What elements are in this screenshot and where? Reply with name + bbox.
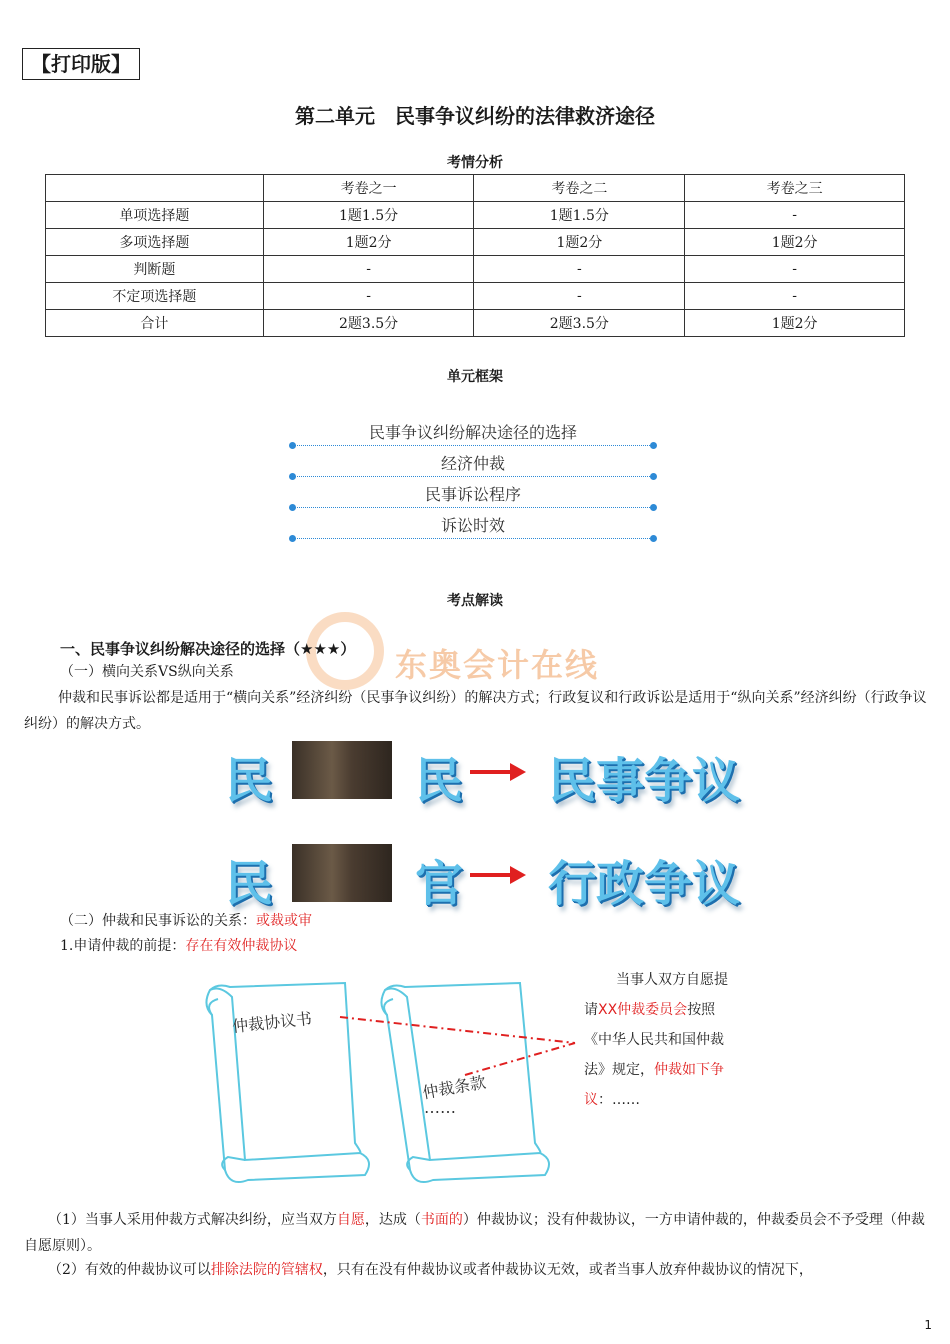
- fists-image: [292, 844, 392, 902]
- arrow-right-icon: [468, 760, 528, 784]
- subsection-heading-2: [60, 908, 950, 934]
- table-row: [46, 202, 905, 229]
- table-cell: -: [263, 256, 474, 283]
- framework-divider: [292, 445, 654, 446]
- framework-divider: [292, 476, 654, 477]
- section-heading: 一、民事争议纠纷解决途径的选择（★★★）: [60, 640, 356, 658]
- table-row: [46, 229, 905, 256]
- para-text: ，达成（: [364, 1212, 421, 1228]
- side-line: 当事人双方自愿提: [616, 972, 728, 988]
- highlight-text: XX仲裁委员会: [598, 1002, 688, 1018]
- arrow-right-icon: [468, 863, 528, 887]
- framework-divider: [292, 538, 654, 539]
- para-text: （1）当事人采用仲裁方式解决纠纷，应当双方: [48, 1212, 337, 1228]
- framework-item: 诉讼时效: [440, 516, 505, 535]
- table-cell: 多项选择题: [46, 229, 264, 256]
- scroll-diagram: [190, 975, 610, 1200]
- table-cell: 2题3.5分: [263, 310, 474, 337]
- highlight-text: 或裁或审: [256, 913, 312, 929]
- paragraph-relations: 仲裁和民事诉讼都是适用于“横向关系”经济纠纷（民事争议纠纷）的解决方式；行政复议和行政诉讼是适用于“纵向关系”经济纠纷（行政争议纠纷）的解决方式。: [24, 690, 927, 732]
- exam-analysis-table: [45, 174, 905, 337]
- connector-line: [340, 1017, 575, 1043]
- watermark-text: 东奥会计在线: [395, 646, 600, 684]
- table-cell: 单项选择题: [46, 202, 264, 229]
- analysis-heading: 考情分析: [447, 155, 503, 171]
- highlight-text: 存在有效仲裁协议: [185, 938, 298, 954]
- table-total-row: [46, 310, 905, 337]
- para-text: （2）有效的仲裁协议可以: [48, 1262, 211, 1278]
- table-header-cell: 考卷之二: [474, 175, 685, 202]
- side-line: [584, 1055, 784, 1085]
- party-civil-left: 民: [225, 753, 274, 809]
- highlight-text: 排除法院的管辖权: [210, 1262, 323, 1278]
- subsection-heading: （一）横向关系VS纵向关系: [60, 664, 234, 680]
- divider-dot: [289, 473, 296, 480]
- side-line: [584, 995, 784, 1025]
- side-text: 法》规定，: [584, 1062, 654, 1078]
- table-cell: -: [685, 283, 905, 310]
- table-header-cell: 考卷之三: [685, 175, 905, 202]
- print-version-badge: 【打印版】: [22, 48, 140, 80]
- table-cell: 判断题: [46, 256, 264, 283]
- table-row: [46, 256, 905, 283]
- highlight-text: 书面的: [420, 1212, 463, 1228]
- table-header-row: [46, 175, 905, 202]
- highlight-text: 议: [584, 1092, 598, 1108]
- divider-dot: [650, 442, 657, 449]
- table-cell: 合计: [46, 310, 264, 337]
- scroll-title-agreement: 仲裁协议书: [231, 1008, 313, 1037]
- framework-item: 民事争议纠纷解决途径的选择: [368, 423, 577, 442]
- side-line: 《中华人民共和国仲裁: [584, 1032, 724, 1048]
- divider-dot: [289, 442, 296, 449]
- table-header-cell: 考卷之一: [263, 175, 474, 202]
- table-cell: -: [263, 283, 474, 310]
- table-cell: 不定项选择题: [46, 283, 264, 310]
- party-civil: 民: [225, 856, 274, 912]
- framework-item: 民事诉讼程序: [424, 485, 521, 504]
- divider-dot: [289, 504, 296, 511]
- paragraph-jurisdiction: [24, 1257, 930, 1283]
- table-cell: 1题2分: [685, 310, 905, 337]
- result-civil-dispute: 民事争议: [548, 753, 741, 809]
- party-official: 官: [415, 856, 464, 912]
- framework-heading: 单元框架: [447, 369, 503, 385]
- framework-divider: [292, 507, 654, 508]
- divider-dot: [650, 535, 657, 542]
- table-cell: 1题1.5分: [474, 202, 685, 229]
- table-cell: 1题2分: [263, 229, 474, 256]
- scroll-title-clause: 仲裁条款: [421, 1072, 488, 1103]
- table-cell: -: [474, 283, 685, 310]
- table-cell: 1题2分: [685, 229, 905, 256]
- side-text: ：……: [598, 1092, 640, 1108]
- table-cell: -: [474, 256, 685, 283]
- table-cell: -: [685, 256, 905, 283]
- para-text: ）仲裁协议；没有仲裁协议，一方申请仲裁的，仲裁委员会不予受理（仲裁自愿原则）。: [24, 1212, 925, 1254]
- item-label: 1.申请仲裁的前提：: [60, 938, 186, 954]
- highlight-text: 仲裁如下争: [654, 1062, 724, 1078]
- divider-dot: [650, 504, 657, 511]
- subsection-label: （二）仲裁和民事诉讼的关系：: [60, 913, 256, 929]
- item-arbitration-prerequisite: [60, 933, 950, 959]
- framework-item: 经济仲裁: [440, 454, 505, 473]
- fists-image: [292, 741, 392, 799]
- side-text: 按照: [687, 1002, 716, 1018]
- table-cell: 1题2分: [474, 229, 685, 256]
- page-title: 第二单元 民事争议纠纷的法律救济途径: [295, 104, 655, 128]
- interpretation-heading: 考点解读: [447, 593, 503, 609]
- divider-dot: [650, 473, 657, 480]
- sample-clause-text: [584, 965, 784, 1115]
- table-header-cell: [46, 175, 264, 202]
- party-civil-right: 民: [415, 753, 464, 809]
- table-cell: -: [685, 202, 905, 229]
- paragraph-voluntary: [24, 1207, 930, 1259]
- table-cell: 2题3.5分: [474, 310, 685, 337]
- page-number: 1: [924, 1318, 932, 1332]
- side-line: [584, 1085, 784, 1115]
- highlight-text: 自愿: [336, 1212, 365, 1228]
- table-cell: 1题1.5分: [263, 202, 474, 229]
- para-text: ，只有在没有仲裁协议或者仲裁协议无效，或者当事人放弃仲裁协议的情况下，: [322, 1262, 813, 1278]
- scroll-ellipsis: ……: [424, 1098, 456, 1117]
- table-row: [46, 283, 905, 310]
- side-text: 请: [584, 1002, 598, 1018]
- result-admin-dispute: 行政争议: [548, 856, 741, 912]
- divider-dot: [289, 535, 296, 542]
